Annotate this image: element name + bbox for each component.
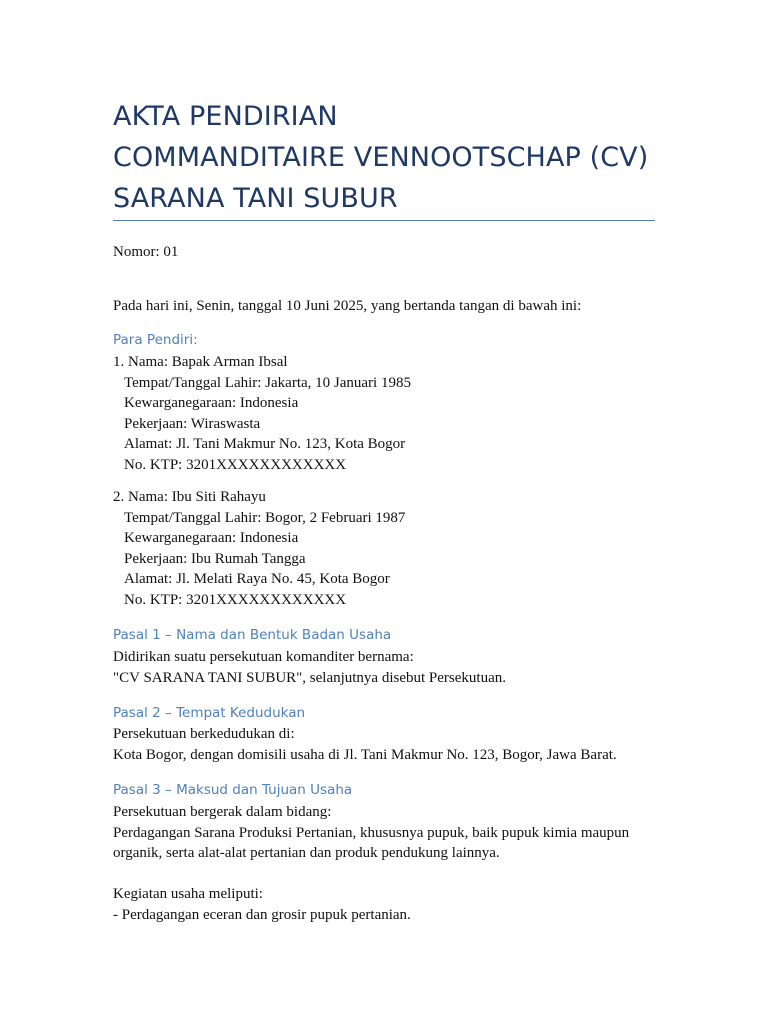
founder-2-ttl: Tempat/Tanggal Lahir: Bogor, 2 Februari 1987 <box>124 509 406 526</box>
founder-1 <box>113 352 411 475</box>
founder-2-kewarganegaraan: Kewarganegaraan: Indonesia <box>124 530 299 546</box>
activities-intro: Kegiatan usaha meliputi: <box>113 886 263 902</box>
founder-2-pekerjaan: Pekerjaan: Ibu Rumah Tangga <box>124 550 306 567</box>
pasal-3-heading: Pasal 3 – Maksud dan Tujuan Usaha <box>113 782 353 798</box>
founder-1-kewarganegaraan: Kewarganegaraan: Indonesia <box>124 395 299 411</box>
pasal-2-line-2: Kota Bogor, dengan domisili usaha di Jl. Tani Makmur No. 123, Bogor, Jawa Barat. <box>113 746 617 763</box>
pasal-1-line-1: Didirikan suatu persekutuan komanditer bernama: <box>113 649 414 665</box>
founder-2-alamat: Alamat: Jl. Melati Raya No. 45, Kota Bogor <box>124 571 390 587</box>
pasal-2-body <box>113 724 617 765</box>
founder-1-ktp: No. KTP: 3201XXXXXXXXXXXX <box>124 456 347 473</box>
title-divider <box>113 220 655 221</box>
document-title <box>113 96 655 219</box>
pasal-2-line-1: Persekutuan berkedudukan di: <box>113 726 295 742</box>
pasal-1-line-2: "CV SARANA TANI SUBUR", selanjutnya disebut Persekutuan. <box>113 669 506 686</box>
founders-heading: Para Pendiri: <box>113 332 198 348</box>
pasal-1-body <box>113 647 506 688</box>
title-line-2: COMMANDITAIRE VENNOOTSCHAP (CV) <box>113 142 649 173</box>
pasal-3-line-1: Persekutuan bergerak dalam bidang: <box>113 804 332 820</box>
title-line-3: SARANA TANI SUBUR <box>113 183 398 214</box>
founder-1-alamat: Alamat: Jl. Tani Makmur No. 123, Kota Bogor <box>124 436 406 452</box>
nomor-text: Nomor: 01 <box>113 244 179 260</box>
activity-item-1: - Perdagangan eceran dan grosir pupuk pertanian. <box>113 906 411 923</box>
pasal-3-body <box>113 802 629 864</box>
pasal-2-heading: Pasal 2 – Tempat Kedudukan <box>113 705 306 721</box>
pasal-3-line-2: Perdagangan Sarana Produksi Pertanian, khususnya pupuk, baik pupuk kimia maupun <box>113 824 630 841</box>
pasal-1-heading: Pasal 1 – Nama dan Bentuk Badan Usaha <box>113 627 392 643</box>
founder-1-ttl: Tempat/Tanggal Lahir: Jakarta, 10 Januari 1985 <box>124 374 411 391</box>
founder-2-ktp: No. KTP: 3201XXXXXXXXXXXX <box>124 591 347 608</box>
pasal-3-line-3: organik, serta alat-alat pertanian dan produk pendukung lainnya. <box>113 845 500 861</box>
intro-paragraph: Pada hari ini, Senin, tanggal 10 Juni 2025, yang bertanda tangan di bawah ini: <box>113 298 582 314</box>
founder-2-nama: 2. Nama: Ibu Siti Rahayu <box>113 489 266 505</box>
founder-1-pekerjaan: Pekerjaan: Wiraswasta <box>124 415 261 432</box>
pasal-3-activities <box>113 884 411 925</box>
founder-1-nama: 1. Nama: Bapak Arman Ibsal <box>113 354 288 370</box>
founder-2 <box>113 487 405 610</box>
title-line-1: AKTA PENDIRIAN <box>113 101 338 132</box>
